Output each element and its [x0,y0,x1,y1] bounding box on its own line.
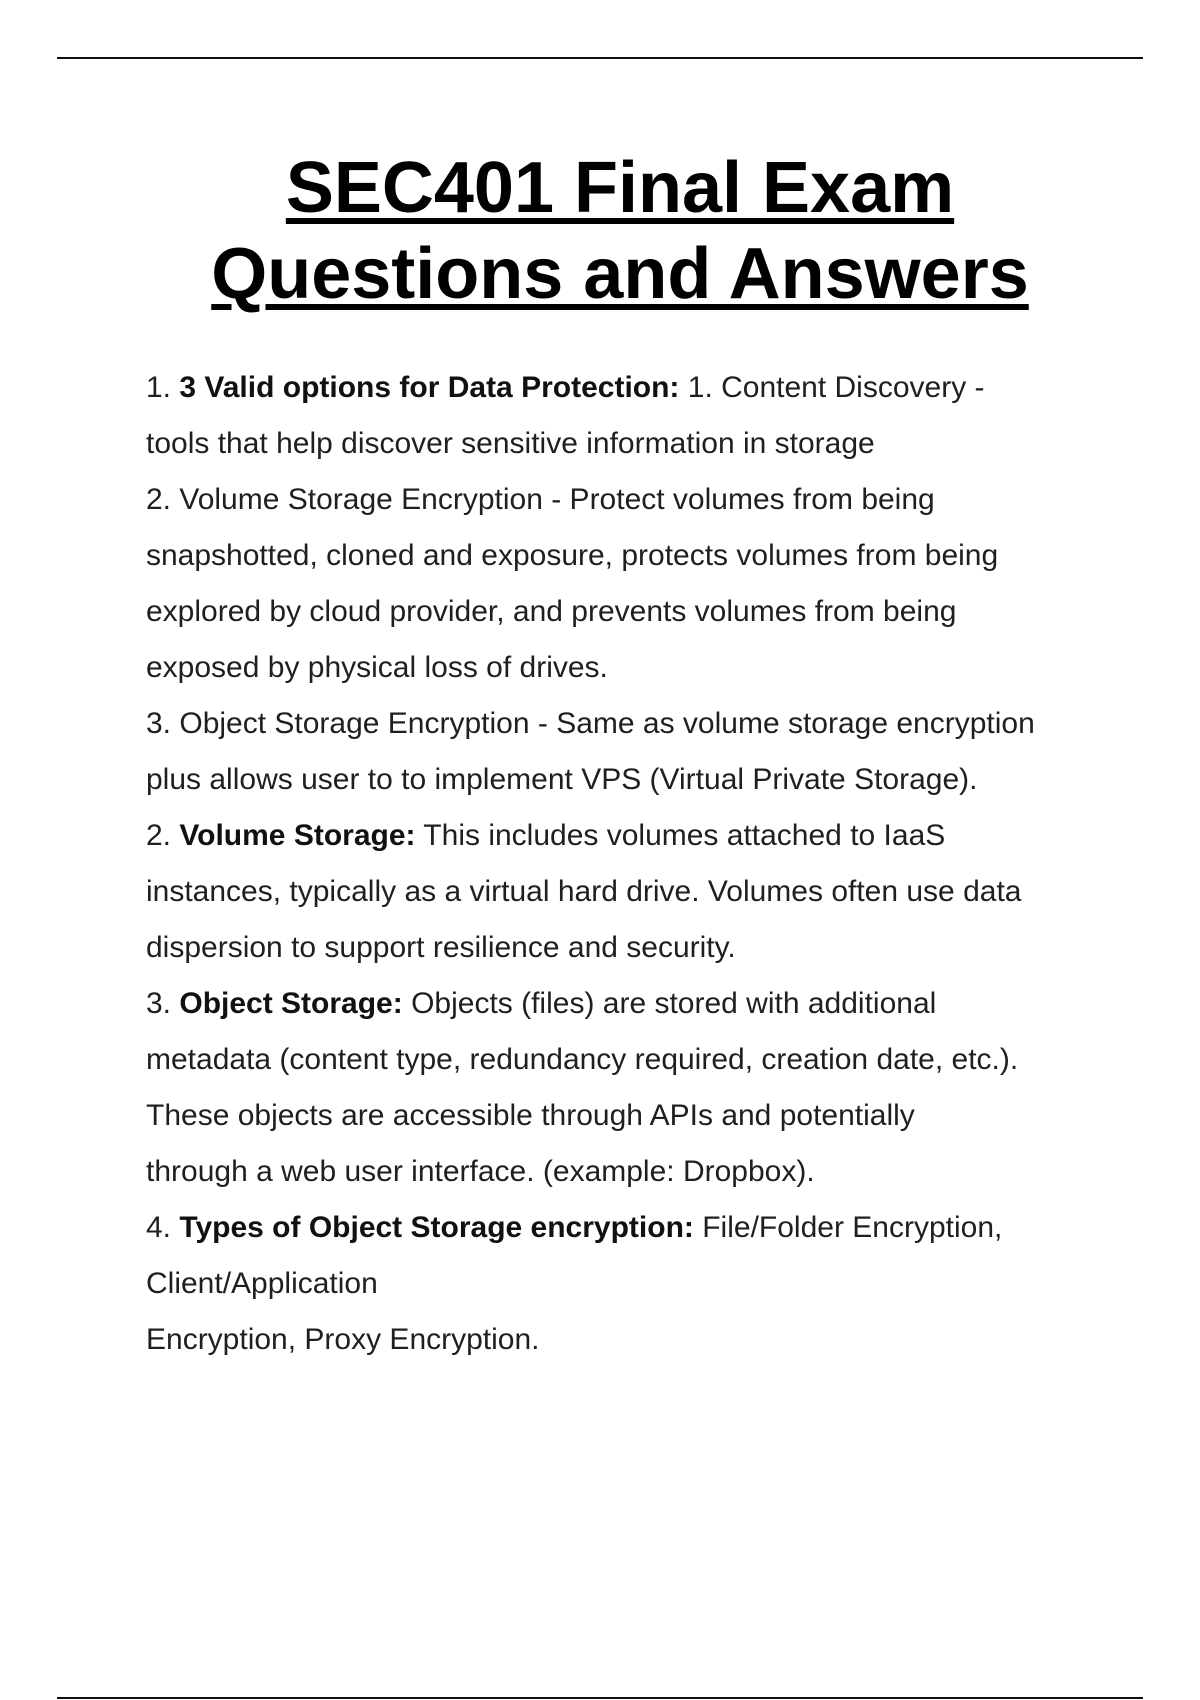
bottom-divider [57,1697,1143,1699]
content-line: tools that help discover sensitive information in storage [146,427,875,460]
content-line: instances, typically as a virtual hard drive. Volumes often use data [146,875,1022,908]
content-line: explored by cloud provider, and prevents volumes from being [146,595,957,628]
question-term: Object Storage: [179,987,403,1020]
content-line: 2. Volume Storage: This includes volumes attached to IaaS [146,819,946,852]
content-line: 3. Object Storage: Objects (files) are stored with additional [146,987,937,1020]
content-line: 2. Volume Storage Encryption - Protect volumes from being [146,483,935,516]
question-term: Types of Object Storage encryption: [179,1211,694,1244]
title-line-2: Questions and Answers [211,234,1029,314]
content-line: These objects are accessible through APIs and potentially [146,1099,915,1132]
content-line: metadata (content type, redundancy required, creation date, etc.). [146,1043,1019,1076]
content-line: 1. 3 Valid options for Data Protection: 1. Content Discovery - [146,371,985,404]
content-line: snapshotted, cloned and exposure, protects volumes from being [146,539,999,572]
question-term: 3 Valid options for Data Protection: [179,371,680,404]
content-line: exposed by physical loss of drives. [146,651,608,684]
content-line: through a web user interface. (example: Dropbox). [146,1155,815,1188]
content-line: plus allows user to to implement VPS (Virtual Private Storage). [146,763,978,796]
content-line: Encryption, Proxy Encryption. [146,1323,540,1356]
content-line: 4. Types of Object Storage encryption: File/Folder Encryption, [146,1211,1003,1244]
top-divider [57,57,1143,59]
content-line: 3. Object Storage Encryption - Same as volume storage encryption [146,707,1035,740]
document-title [0,145,1200,317]
qa-content [146,360,1106,1368]
content-line: Client/Application [146,1267,378,1300]
question-term: Volume Storage: [179,819,416,852]
title-line-1: SEC401 Final Exam [285,148,955,228]
content-line: dispersion to support resilience and security. [146,931,736,964]
